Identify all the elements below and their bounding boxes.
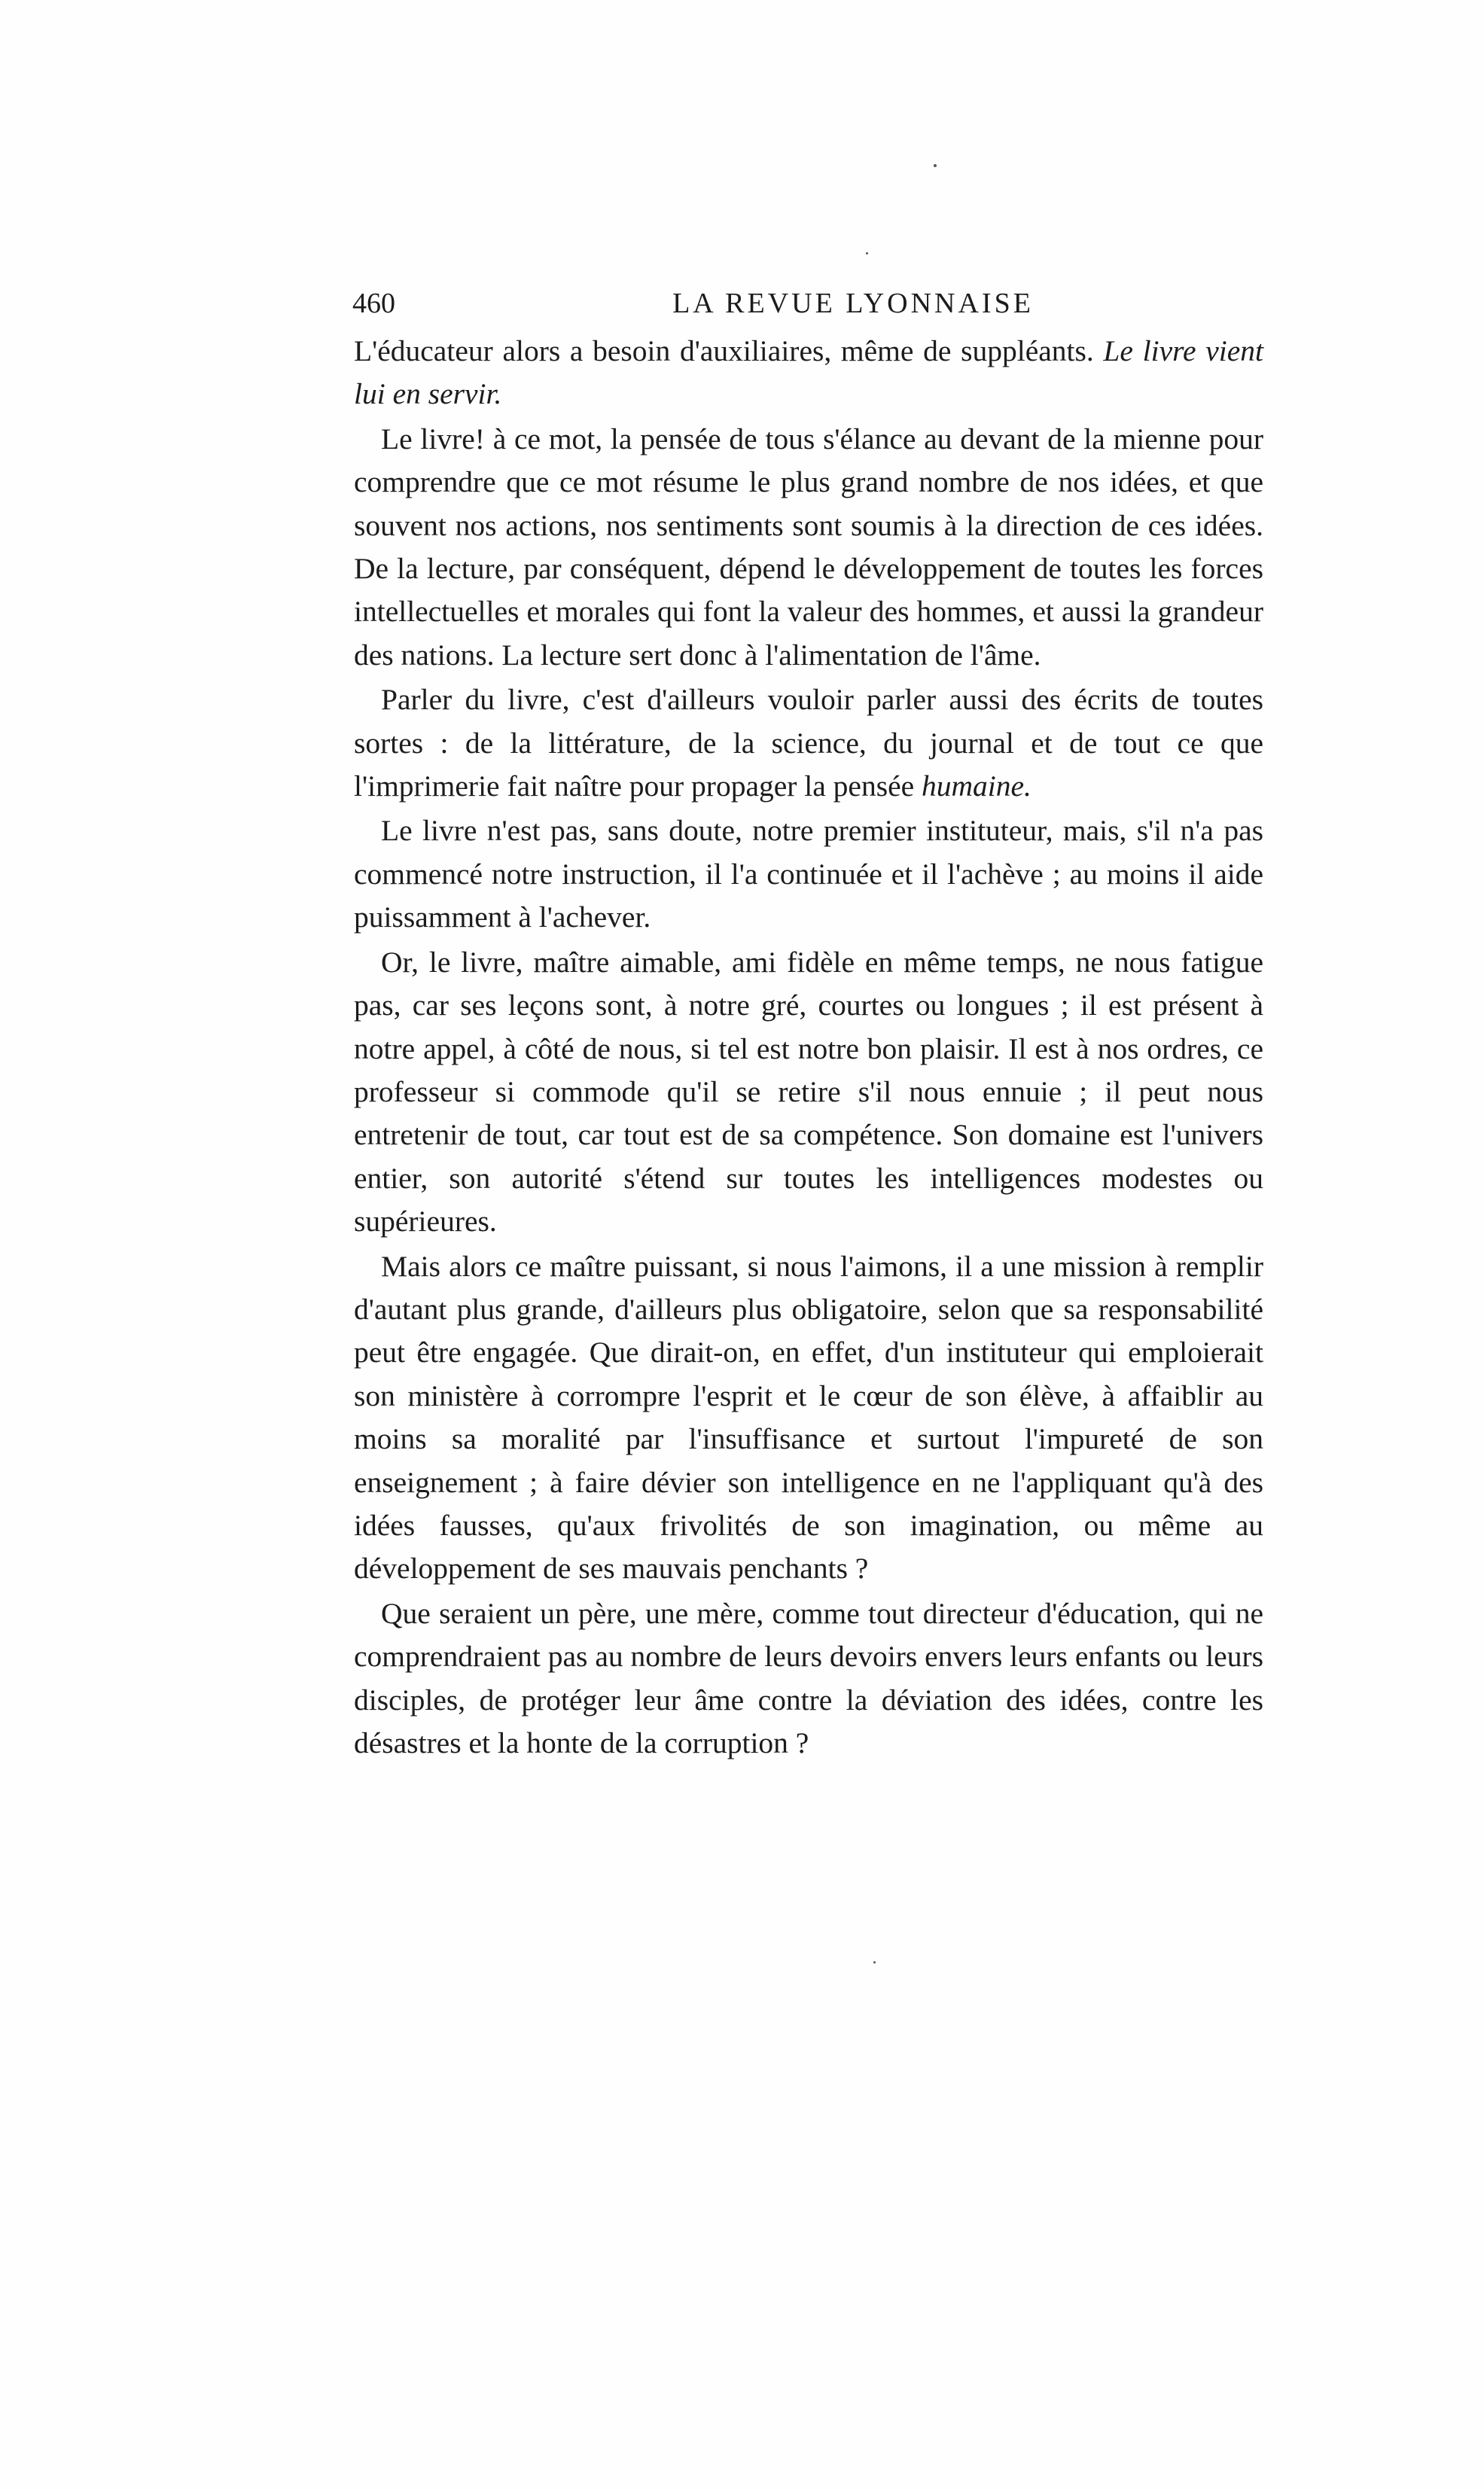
paragraph-italic-text: Le livre vient lui en servir. — [354, 334, 1263, 411]
paper-speck — [866, 252, 868, 254]
paragraph: Or, le livre, maître aimable, ami fidèle en même temps, ne nous fatigue pas, car ses leçons sont, à notre gré, courtes ou longues ; il est présent à notre appel, à côté de nous, si tel est notre bon plaisir. Il est à nos ordres, ce professeur si commode qu'il se retire s'il nous ennuie ; il peut nous entretenir de tout, car tout est de sa compétence. Son domaine est l'univers entier, son autorité s'étend sur toutes les intelligences modestes ou supérieures. — [354, 945, 1263, 1238]
paragraph: Mais alors ce maître puissant, si nous l'aimons, il a une mission à remplir d'autant plus grande, d'ailleurs plus obligatoire, selon que sa responsabilité peut être engagée. Que dirait-on, en effet, d'un instituteur qui emploierait son ministère à corrompre l'esprit et le cœur de son élève, à affaiblir au moins sa moralité par l'insuffisance et surtout l'impureté de son enseignement ; à faire dévier son intelligence en ne l'appliquant qu'à des idées fausses, qu'aux frivolités de son imagination, ou même au développement de ses mauvais penchants ? — [354, 1249, 1263, 1586]
paragraph-text: Parler du livre, c'est d'ailleurs vouloir parler aussi des écrits de toutes sortes : de la littérature, de la science, du journal et de tout ce que l'imprimerie fait naître pour propager la pensée — [354, 683, 1263, 803]
paragraph — [354, 330, 1263, 416]
paper-speck — [873, 1961, 876, 1963]
journal-title: LA REVUE LYONNAISE — [672, 288, 1034, 319]
article-body — [354, 330, 1263, 1766]
running-head — [352, 285, 1263, 322]
paragraph: Le livre! à ce mot, la pensée de tous s'élance au devant de la mienne pour comprendre que ce mot résume le plus grand nombre de nos idées, et que souvent nos actions, nos sentiments sont soumis à la direction de ces idées. De la lecture, par conséquent, dépend le développement de toutes les forces intellectuelles et morales qui font la valeur des hommes, et aussi la grandeur des nations. La lecture sert donc à l'alimentation de l'âme. — [354, 422, 1263, 672]
page-number: 460 — [352, 288, 395, 319]
paragraph-text: L'éducateur alors a besoin d'auxiliaires, même de suppléants. — [354, 334, 1104, 367]
paragraph: Que seraient un père, une mère, comme tout directeur d'éducation, qui ne comprendraient pas au nombre de leurs devoirs envers leurs enfants ou leurs disciples, de protéger leur âme contre la déviation des idées, contre les désastres et la honte de la corruption ? — [354, 1596, 1263, 1759]
paragraph-italic-text: humaine. — [922, 769, 1031, 803]
paper-speck — [934, 164, 937, 167]
paragraph: Le livre n'est pas, sans doute, notre premier instituteur, mais, s'il n'a pas commencé notre instruction, il l'a continuée et il l'achève ; au moins il aide puissamment à l'achever. — [354, 814, 1263, 934]
paragraph — [354, 678, 1263, 808]
